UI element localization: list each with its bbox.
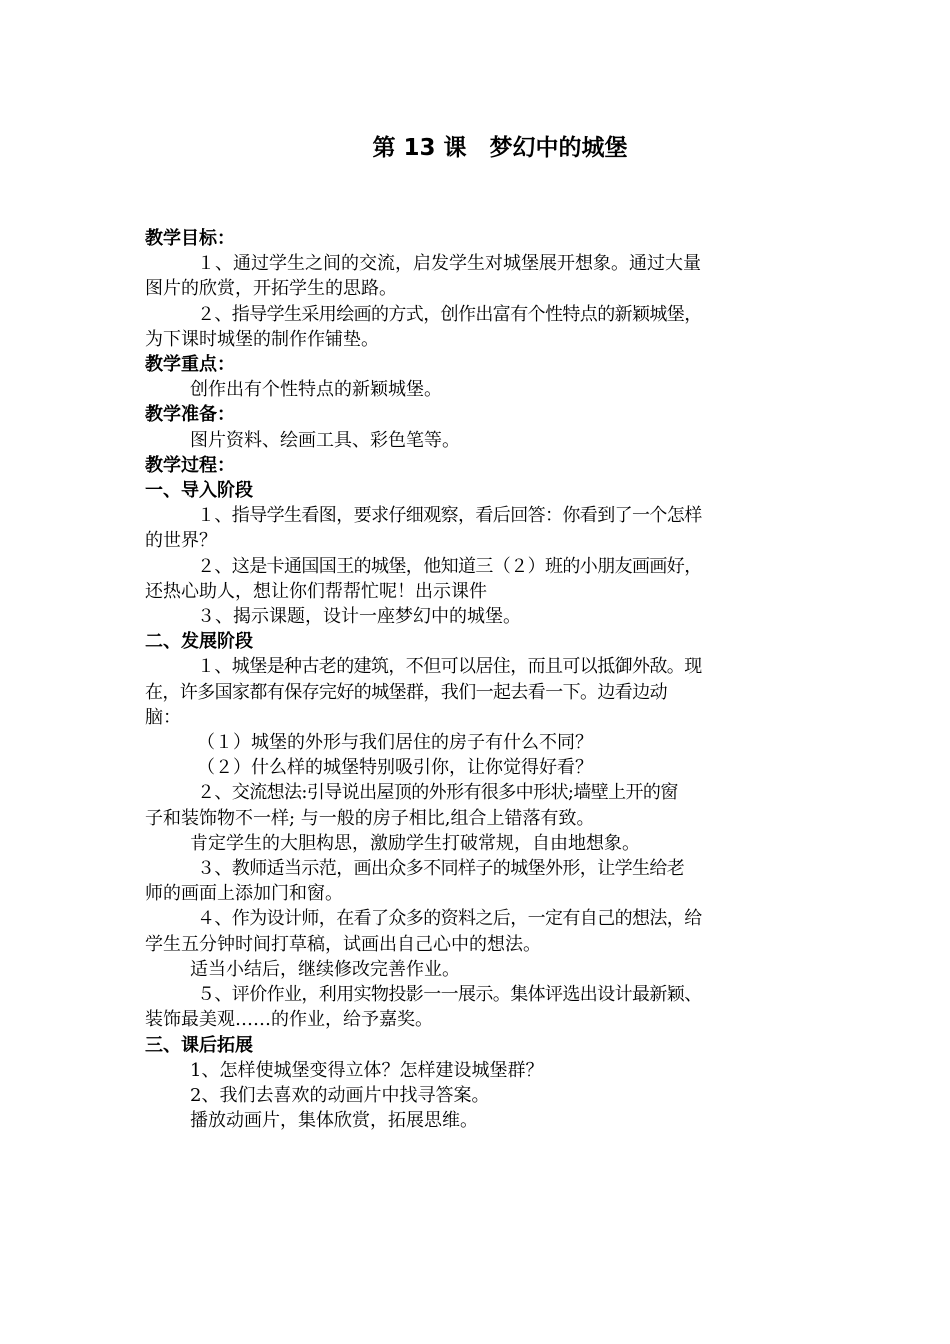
paragraph-line: 图片的欣赏，开拓学生的思路。 (145, 278, 397, 300)
paragraph-line: 脑： (145, 706, 181, 728)
heading-preparation: 教学准备： (145, 404, 235, 426)
heading-process: 教学过程： (145, 454, 235, 476)
paragraph-line: 图片资料、绘画工具、彩色笔等。 (190, 429, 460, 451)
section-heading-extension: 三、课后拓展 (145, 1034, 253, 1056)
paragraph-line: （１）城堡的外形与我们居住的房子有什么不同？ (197, 732, 593, 754)
document-page (145, 128, 825, 1133)
paragraph-line: ２、交流想法:引导说出屋顶的外形有很多中形状;墙壁上开的窗 (197, 782, 678, 804)
paragraph-line: ３、揭示课题，设计一座梦幻中的城堡。 (197, 606, 521, 628)
heading-key-points: 教学重点： (145, 354, 235, 376)
paragraph-line: 肯定学生的大胆构思，激励学生打破常规，自由地想象。 (190, 832, 640, 854)
paragraph-line: 播放动画片，集体欣赏，拓展思维。 (190, 1110, 478, 1132)
paragraph-line: ３、教师适当示范，画出众多不同样子的城堡外形，让学生给老 (197, 858, 685, 880)
paragraph-line: 1、怎样使城堡变得立体？怎样建设城堡群？ (190, 1059, 544, 1081)
paragraph-line: ２、这是卡通国国王的城堡，他知道三（２）班的小朋友画画好， (197, 555, 702, 577)
section-heading-intro: 一、导入阶段 (145, 480, 253, 502)
paragraph-line: １、通过学生之间的交流，启发学生对城堡展开想象。通过大量 (197, 253, 701, 275)
paragraph-line: 适当小结后，继续修改完善作业。 (190, 958, 460, 980)
paragraph-line: 还热心助人，想让你们帮帮忙呢！出示课件 (145, 580, 487, 602)
paragraph-line: 2、我们去喜欢的动画片中找寻答案。 (190, 1084, 490, 1106)
paragraph-line: （２）什么样的城堡特别吸引你，让你觉得好看？ (197, 757, 593, 779)
paragraph-line: 在，许多国家都有保存完好的城堡群，我们一起去看一下。边看边动 (145, 681, 667, 703)
paragraph-line: 学生五分钟时间打草稿，试画出自己心中的想法。 (145, 933, 541, 955)
paragraph-line: 的世界？ (145, 530, 217, 552)
document-title: 第 13 课 梦幻中的城堡 (372, 135, 628, 161)
heading-objectives: 教学目标： (145, 228, 235, 249)
paragraph-line: 师的画面上添加门和窗。 (145, 883, 343, 905)
paragraph-line: １、城堡是种古老的建筑，不但可以居住，而且可以抵御外敌。现 (197, 656, 702, 678)
section-heading-development: 二、发展阶段 (145, 631, 253, 653)
paragraph-line: ２、指导学生采用绘画的方式，创作出富有个性特点的新颖城堡， (197, 303, 702, 325)
paragraph-line: ５、评价作业，利用实物投影一一展示。集体评选出设计最新颖、 (197, 984, 702, 1006)
paragraph-line: 为下课时城堡的制作作铺垫。 (145, 328, 379, 350)
paragraph-line: １、指导学生看图，要求仔细观察，看后回答：你看到了一个怎样 (197, 505, 702, 527)
paragraph-line: 装饰最美观……的作业，给予嘉奖。 (145, 1009, 433, 1031)
paragraph-line: 创作出有个性特点的新颖城堡。 (190, 379, 442, 401)
paragraph-line: 子和装饰物不一样; 与一般的房子相比,组合上错落有致。 (145, 807, 595, 829)
paragraph-line: ４、作为设计师，在看了众多的资料之后，一定有自己的想法，给 (197, 908, 702, 930)
